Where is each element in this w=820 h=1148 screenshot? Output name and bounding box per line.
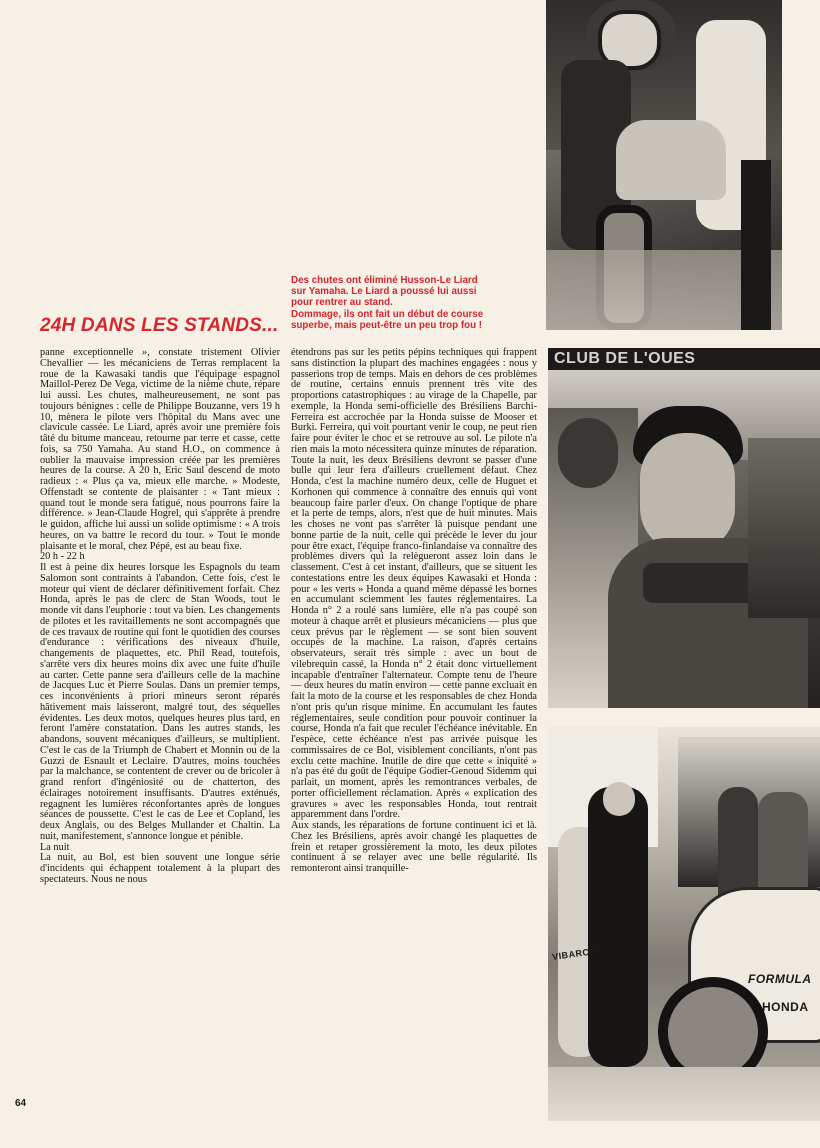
fairing-text-honda: HONDA [762, 1000, 809, 1014]
page-number: 64 [15, 1098, 27, 1109]
paragraph: étendrons pas sur les petits pépins techniques qui frappent sans distinction la plupart des machines engagées : nous y passerions trop de temps. Mais en dehors de ces problèmes de routine, certains ennuis prennent très vite des proportions catastrophiques : au virage de la Chapelle, par exemple, la Honda semi-officielle des Brésiliens Barchi-Ferreira est accrochée par la Honda suisse de Mooser et Burki. Ferreira, qui voit pourtant venir le coup, ne peut rien faire pour éviter le choc et se retrouve au sol. Le pilote n'a rien mais la moto nécessitera quinze minutes de réparation. Toute la nuit, les deux Brésiliens devront se passer d'une bulle qui leur fera d'ailleurs cruellement défaut. Chez Honda, c'est la machine numéro deux, celle de Huguet et Korhonen qui commence à connaître des ennuis qui vont beaucoup faire parler d'eux. On change l'optique de phare et la perte de temps, alors, n'est que de huit minutes. Mais les choses ne vont pas s'arrêter là puisque pendant une bonne partie de la nuit, celle qui précède le lever du jour pour être exact, l'équipe franco-finlandaise va connaître des problèmes divers qui la relègueront assez loin dans le classement. C'est à cet instant, d'ailleurs, que se situent les contestations entre les deux équipes Kawasaki et Honda : pour « les verts » Honda a quand même dépassé les bornes en accumulant sciemment les fautes réglementaires. La Honda n° 2 a roulé sans lumière, elle n'a pas coupé son moteur à chaque arrêt et plusieurs mécaniciens — plus que ceux prévus par le règlement — se sont bien souvent occupés de la machine. La raison, d'après certains observateurs, serait très simple : avec un bout de vilebrequin cassé, la Honda n° 2 était donc virtuellement incapable d'entraîner l'alternateur. Compte tenu de l'heure — deux heures du matin environ — cette panne excluait en fait la moto de la course et les responsables de chez Honda n'ont pris qu'un risque minime. En accumulant les fautes réglementaires, seule condition pour pouvoir continuer la course, Honda n'a fait que reculer l'échéance inévitable. En l'espèce, cette échéance n'est pas arrivée puisque les commissaires de ce Bol, visiblement conciliants, n'ont pas exclu cette machine. Inutile de dire que cette « iniquité » n'a pas été du goût de l'équipe Godier-Genoud Sidemm qui parlait, un moment, après les remontrances verbales, de porter officiellement réclamation. Après « explication des gravures » avec les responsables Honda, tout rentrait apparemment dans l'ordre. [291, 347, 537, 821]
caption-line: superbe, mais peut-être un peu trop fou ! [291, 319, 483, 331]
photo-team-with-honda [548, 727, 820, 1121]
time-subheading: 20 h - 22 h [40, 551, 85, 563]
text-column-middle [291, 348, 537, 875]
caption-line: sur Yamaha. Le Liard a poussé lui aussi [291, 286, 477, 298]
section-subheading: La nuit [40, 841, 70, 853]
paragraph: Aux stands, les réparations de fortune continuent ici et là. Chez les Brésiliens, après avoir changé les plaquettes de frein et retaper grossièrement la moto, les deux pilotes continuent à se relayer avec une belle régularité. Ils remonteront ainsi tranquille- [291, 820, 537, 874]
caption-line: Des chutes ont éliminé Husson-Le Liard [291, 275, 478, 286]
paragraph: panne exceptionnelle », constate tristement Olivier Chevallier — les mécaniciens de Terras remplacent la roue de la Kawasaki tandis que l'équipage espagnol Maillol-Perez De Vega, victime de la nième chute, répare lui aussi. Les chutes, malheureusement, ne sont pas toujours bénignes : celle de Philippe Bouzanne, vers 19 h 10, mènera le pilote vers l'hôpital du Mans avec une clavicule cassée. Le Liard, après avoir une première fois tâté du bitume manceau, retourne par terre et casse, cette fois, sa 750 Yamaha. Au stand H.O., on commence à oublier la mauvaise impression créée par les premières heures de la course. A 20 h, Eric Saul descend de moto radieux : « Plus ça va, mieux elle marche. » Modeste, Offenstadt se contente de plaisanter : « Tant mieux : quand tout le monde sera fatigué, nous pourrons faire la différence. » Jean-Claude Hogrel, qui s'apprête à prendre le guidon, affiche lui aussi un solide optimisme : « A trois heures, on va battre le record du tour. » Tout le monde plaisante et le moral, chez Pépé, est au beau fixe. [40, 347, 280, 552]
paragraph: Il est à peine dix heures lorsque les Espagnols du team Salomon sont contraints à l'abandon. Cette fois, c'est le moteur qui vient de déclarer définitivement forfait. Chez Honda, après le pas de clerc de Stan Woods, tout le monde vit dans l'euphorie : tout va bien. Les changements de pilotes et les ravitaillements ne sont accompagnés que de ces travaux de routine qui font le quotidien des courses d'endurance : vérifications des niveaux d'huile, changements de plaquettes, etc. Phil Read, toutefois, s'arrête vers dix heures moins dix avec une fuite d'huile au carter. Cette panne sera d'ailleurs celle de la machine de Jacques Luc et Pierre Soulas. Dans un premier temps, ces inconvénients à priori mineurs seront réparés hâtivement mais laisseront, malgré tout, des séquelles évidentes. Les deux motos, quelques heures plus tard, en feront l'amère constatation. Dans les autres stands, les abandons, souvent mécaniques d'ailleurs, se multiplient. C'est le cas de la Triumph de Chabert et Monnin ou de la Guzzi de Esnault et Leclaire. D'autres, moins touchées par la malchance, se contentent de crever ou de bricoler à grand renfort d'ingéniosité ou de chatterton, des éclairages notoirement insuffisants. D'autres exténués, regagnent les lumières réconfortantes après de longues séances de poussette. C'est le cas de Lee et Copland, les deux Anglais, ou des Belges Mullander et Chaltin. La nuit, manifestement, s'annonce longue et pénible. [40, 562, 280, 842]
text-column-left [40, 348, 280, 886]
paragraph: La nuit, au Bol, est bien souvent une longue série d'incidents qui échappent totalement à la plupart des spectateurs. Nous ne nous [40, 852, 280, 885]
caption-line: pour rentrer au stand. [291, 297, 393, 309]
photo-caption [291, 275, 537, 331]
leathers-text: VIBARCH [551, 945, 597, 963]
fairing-text-formula: FORMULA [748, 972, 812, 986]
article-heading: 24H DANS LES STANDS... [40, 315, 279, 336]
photo-rider-portrait [548, 348, 820, 708]
photo-rider-with-motorcycle [546, 0, 782, 330]
club-sign-text: CLUB DE L'OUES [554, 350, 696, 367]
caption-line: Dommage, ils ont fait un début de course [291, 308, 484, 320]
